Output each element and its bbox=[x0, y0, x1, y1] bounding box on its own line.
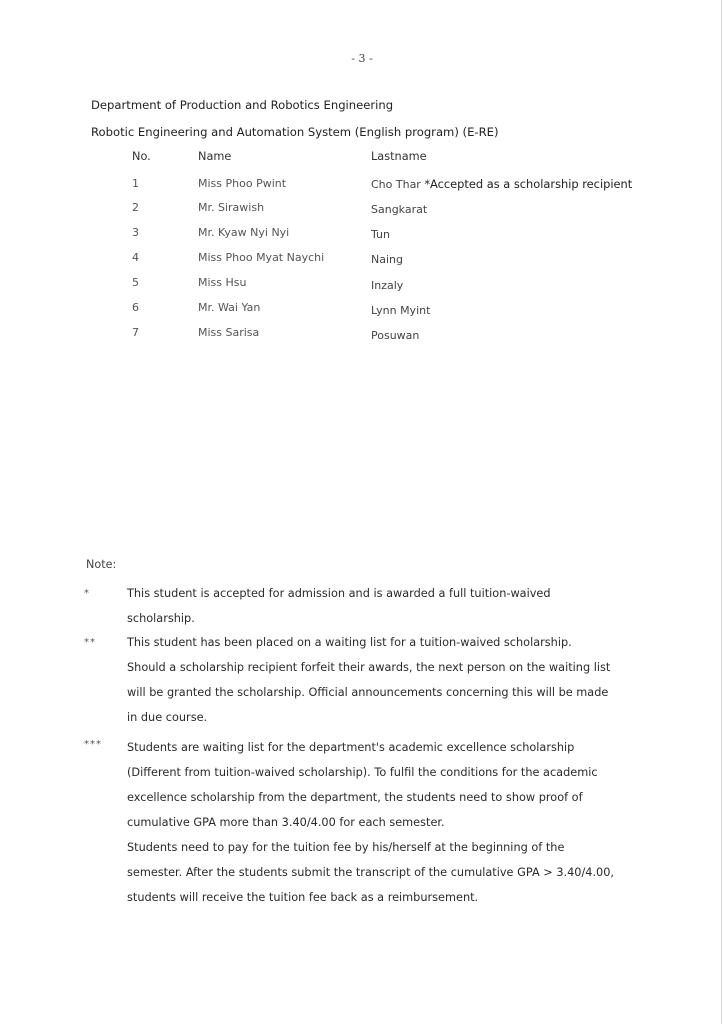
page-number: - 3 - bbox=[351, 52, 373, 65]
table-row bbox=[0, 226, 724, 246]
row-name: Miss Phoo Pwint bbox=[198, 177, 287, 190]
notes-title: Note: bbox=[86, 558, 117, 571]
program-title: Robotic Engineering and Automation System (English program) (E-RE) bbox=[91, 125, 499, 139]
note-mark-double: ** bbox=[84, 637, 96, 648]
table-row bbox=[0, 326, 724, 346]
row-no: 4 bbox=[132, 251, 139, 264]
table-row bbox=[0, 177, 724, 197]
row-lastname: Inzaly bbox=[371, 279, 404, 292]
row-lastname: Tun bbox=[371, 228, 390, 241]
row-lastname: Lynn Myint bbox=[371, 304, 431, 317]
header-name: Name bbox=[198, 150, 232, 163]
table-header-row bbox=[0, 150, 724, 170]
row-name: Miss Sarisa bbox=[198, 326, 260, 339]
table-row bbox=[0, 201, 724, 221]
note-line: (Different from tuition-waived scholarship). To fulfil the conditions for the academic bbox=[127, 766, 598, 779]
row-lastname: Naing bbox=[371, 253, 403, 266]
header-no: No. bbox=[132, 150, 151, 163]
table-row bbox=[0, 251, 724, 271]
note-line: cumulative GPA more than 3.40/4.00 for each semester. bbox=[127, 816, 445, 829]
row-lastname: Posuwan bbox=[371, 329, 420, 342]
row-no: 3 bbox=[132, 226, 139, 239]
table-row bbox=[0, 301, 724, 321]
note-line: This student is accepted for admission and is awarded a full tuition-waived bbox=[127, 587, 551, 600]
department-title: Department of Production and Robotics Engineering bbox=[91, 98, 394, 112]
note-mark-triple: *** bbox=[84, 739, 102, 750]
note-line: semester. After the students submit the transcript of the cumulative GPA > 3.40/4.00, bbox=[127, 866, 615, 879]
note-single-star bbox=[127, 581, 687, 631]
note-line: students will receive the tuition fee back as a reimbursement. bbox=[127, 891, 479, 904]
row-no: 5 bbox=[132, 276, 139, 289]
note-line: Students are waiting list for the department's academic excellence scholarship bbox=[127, 741, 575, 754]
row-name: Miss Hsu bbox=[198, 276, 247, 289]
note-line: excellence scholarship from the department, the students need to show proof of bbox=[127, 791, 583, 804]
row-no: 2 bbox=[132, 201, 139, 214]
row-no: 1 bbox=[132, 177, 139, 190]
row-name: Mr. Kyaw Nyi Nyi bbox=[198, 226, 290, 239]
table-row bbox=[0, 276, 724, 296]
note-mark-single: * bbox=[84, 588, 90, 599]
lastname-text: Cho Thar bbox=[371, 178, 421, 191]
row-no: 6 bbox=[132, 301, 139, 314]
row-name: Miss Phoo Myat Naychi bbox=[198, 251, 325, 264]
note-line: will be granted the scholarship. Official announcements concerning this will be made bbox=[127, 686, 609, 699]
scholarship-remark: *Accepted as a scholarship recipient bbox=[424, 177, 633, 191]
note-line: Should a scholarship recipient forfeit their awards, the next person on the waiting list bbox=[127, 661, 611, 674]
row-name: Mr. Wai Yan bbox=[198, 301, 261, 314]
note-double-star bbox=[127, 630, 687, 730]
note-line: scholarship. bbox=[127, 612, 195, 625]
row-lastname: Sangkarat bbox=[371, 203, 428, 216]
note-line: This student has been placed on a waiting list for a tuition-waived scholarship. bbox=[127, 636, 572, 649]
row-lastname bbox=[371, 177, 632, 191]
note-line: Students need to pay for the tuition fee by his/herself at the beginning of the bbox=[127, 841, 565, 854]
row-no: 7 bbox=[132, 326, 139, 339]
note-line: in due course. bbox=[127, 711, 208, 724]
note-triple-star bbox=[127, 735, 687, 910]
header-lastname: Lastname bbox=[371, 150, 427, 163]
row-name: Mr. Sirawish bbox=[198, 201, 265, 214]
